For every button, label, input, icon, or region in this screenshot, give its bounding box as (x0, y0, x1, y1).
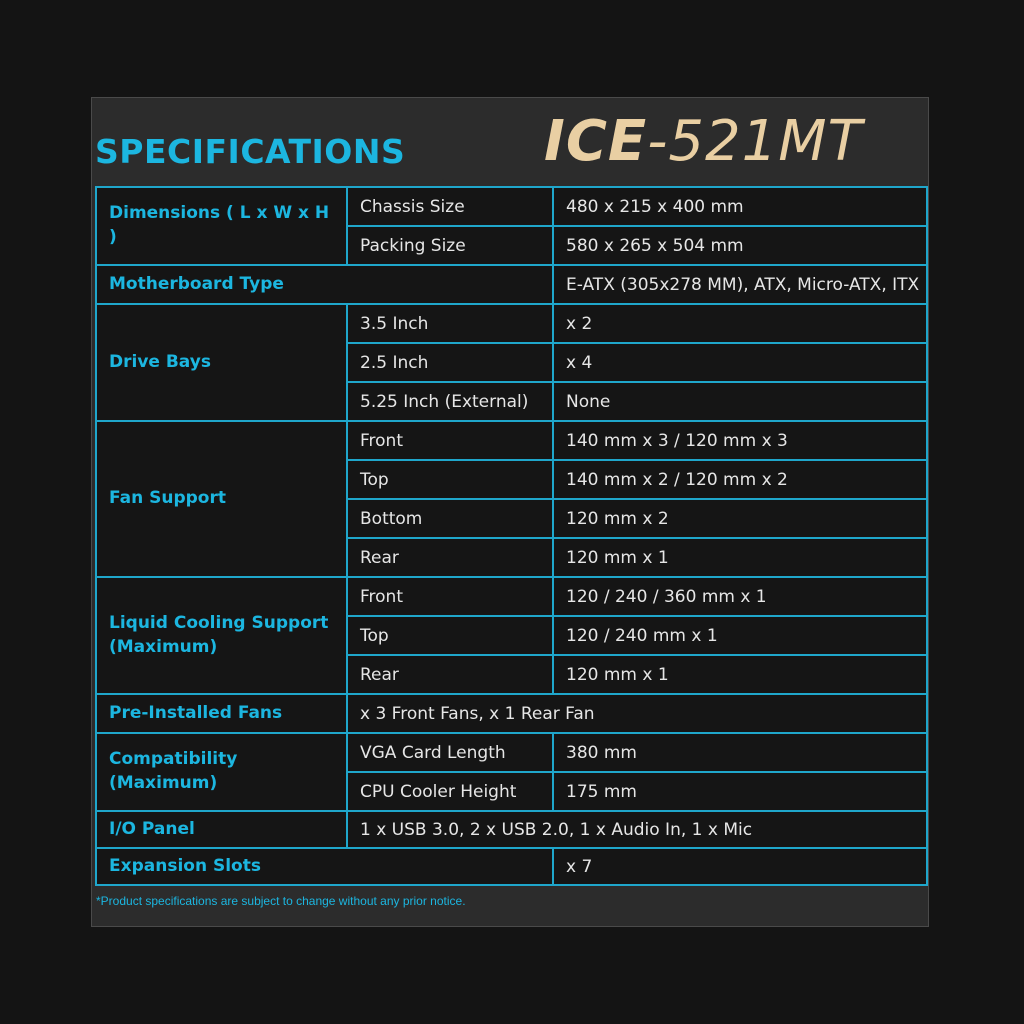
preinstalled-fans-label: Pre-Installed Fans (96, 694, 347, 733)
motherboard-value: E-ATX (305x278 MM), ATX, Micro-ATX, ITX (553, 265, 927, 304)
vga-length-value: 380 mm (553, 733, 927, 772)
fan-top-label: Top (347, 460, 553, 499)
drive-bay-2-5-value: x 4 (553, 343, 927, 382)
fan-support-label: Fan Support (96, 421, 347, 577)
fan-top-value: 140 mm x 2 / 120 mm x 2 (553, 460, 927, 499)
model-logo (544, 109, 863, 174)
liquid-top-value: 120 / 240 mm x 1 (553, 616, 927, 655)
packing-size-value: 580 x 265 x 504 mm (553, 226, 927, 265)
table-row (96, 304, 927, 343)
liquid-rear-value: 120 mm x 1 (553, 655, 927, 694)
chassis-size-value: 480 x 215 x 400 mm (553, 187, 927, 226)
table-row (96, 187, 927, 226)
expansion-slots-value: x 7 (553, 848, 927, 885)
drive-bay-2-5-label: 2.5 Inch (347, 343, 553, 382)
chassis-size-label: Chassis Size (347, 187, 553, 226)
cpu-cooler-label: CPU Cooler Height (347, 772, 553, 811)
spec-sheet (91, 97, 929, 927)
liquid-cooling-label: Liquid Cooling Support (Maximum) (96, 577, 347, 694)
drive-bay-3-5-value: x 2 (553, 304, 927, 343)
preinstalled-fans-value: x 3 Front Fans, x 1 Rear Fan (347, 694, 927, 733)
fan-front-label: Front (347, 421, 553, 460)
fan-rear-value: 120 mm x 1 (553, 538, 927, 577)
spec-table (95, 186, 928, 886)
model-suffix: 521MT (668, 109, 863, 174)
footnote: *Product specifications are subject to change without any prior notice. (96, 894, 466, 908)
io-panel-value: 1 x USB 3.0, 2 x USB 2.0, 1 x Audio In, 1 x Mic (347, 811, 927, 848)
table-row (96, 577, 927, 616)
drive-bay-5-25-value: None (553, 382, 927, 421)
drive-bays-label: Drive Bays (96, 304, 347, 421)
liquid-front-value: 120 / 240 / 360 mm x 1 (553, 577, 927, 616)
drive-bay-3-5-label: 3.5 Inch (347, 304, 553, 343)
table-row (96, 421, 927, 460)
liquid-rear-label: Rear (347, 655, 553, 694)
liquid-top-label: Top (347, 616, 553, 655)
fan-bottom-label: Bottom (347, 499, 553, 538)
page-title: SPECIFICATIONS (95, 132, 406, 171)
io-panel-label: I/O Panel (96, 811, 347, 848)
table-row (96, 848, 927, 885)
model-separator: - (647, 109, 669, 174)
model-prefix: ICE (544, 109, 648, 174)
fan-bottom-value: 120 mm x 2 (553, 499, 927, 538)
drive-bay-5-25-label: 5.25 Inch (External) (347, 382, 553, 421)
dimensions-label: Dimensions ( L x W x H ) (96, 187, 347, 265)
table-row (96, 694, 927, 733)
table-row (96, 265, 927, 304)
expansion-slots-label: Expansion Slots (96, 848, 553, 885)
motherboard-label: Motherboard Type (96, 265, 553, 304)
table-row (96, 733, 927, 772)
vga-length-label: VGA Card Length (347, 733, 553, 772)
table-row (96, 811, 927, 848)
compatibility-label: Compatibility (Maximum) (96, 733, 347, 811)
fan-rear-label: Rear (347, 538, 553, 577)
packing-size-label: Packing Size (347, 226, 553, 265)
liquid-front-label: Front (347, 577, 553, 616)
cpu-cooler-value: 175 mm (553, 772, 927, 811)
fan-front-value: 140 mm x 3 / 120 mm x 3 (553, 421, 927, 460)
